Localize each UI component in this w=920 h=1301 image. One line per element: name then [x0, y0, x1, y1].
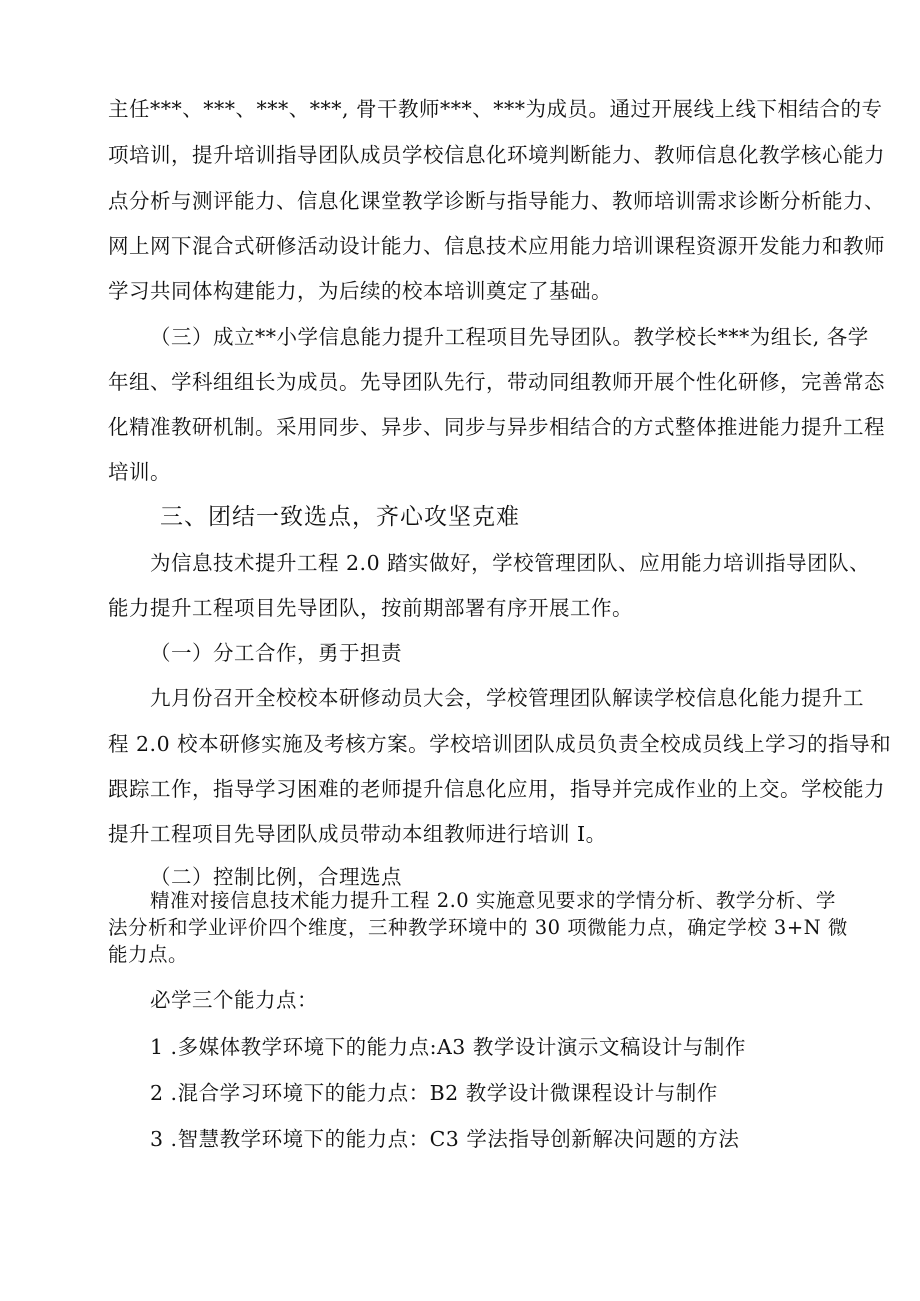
para5-line-1: 精准对接信息技术能力提升工程 2.0 实施意见要求的学情分析、教学分析、学 [150, 889, 836, 912]
para3-line-2: 能力提升工程项目先导团队，按前期部署有序开展工作。 [108, 596, 633, 620]
para1-line-1: 主任***、***、***、***, 骨干教师***、***为成员。通过开展线上线下相结合的专 [108, 97, 883, 121]
para5-line-3: 能力点。 [108, 943, 189, 966]
sub-heading-1: （一）分工合作，勇于担责 [150, 641, 402, 665]
list-item-2: 2 .混合学习环境下的能力点：B2 教学设计微课程设计与制作 [150, 1081, 718, 1105]
list-item-1: 1 .多媒体教学环境下的能力点:A3 教学设计演示文稿设计与制作 [150, 1035, 746, 1059]
para1-line-2: 项培训，提升培训指导团队成员学校信息化环境判断能力、教师信息化教学核心能力 [108, 143, 885, 167]
para4-line-2: 程 2.0 校本研修实施及考核方案。学校培训团队成员负责全校成员线上学习的指导和 [108, 732, 892, 756]
section-3-heading: 三、团结一致选点，齐心攻坚克难 [160, 504, 520, 530]
list-item-3: 3 .智慧教学环境下的能力点：C3 学法指导创新解决问题的方法 [150, 1127, 740, 1151]
required-title: 必学三个能力点： [150, 988, 318, 1012]
para1-line-3: 点分析与测评能力、信息化课堂教学诊断与指导能力、教师培训需求诊断分析能力、 [108, 189, 885, 213]
para4-line-4: 提升工程项目先导团队成员带动本组教师进行培训 I。 [108, 822, 607, 846]
sub-heading-2: （二）控制比例，合理选点 [150, 865, 402, 889]
para2-line-1: （三）成立**小学信息能力提升工程项目先导团队。教学校长***为组长, 各学 [150, 325, 869, 349]
para2-line-4: 培训。 [108, 460, 171, 484]
para1-line-5: 学习共同体构建能力，为后续的校本培训奠定了基础。 [108, 279, 612, 303]
para2-line-3: 化精准教研机制。采用同步、异步、同步与异步相结合的方式整体推进能力提升工程 [108, 415, 885, 439]
para5-line-2: 法分析和学业评价四个维度，三种教学环境中的 30 项微能力点，确定学校 3+N 微 [108, 916, 848, 939]
para3-line-1: 为信息技术提升工程 2.0 踏实做好，学校管理团队、应用能力培训指导团队、 [150, 551, 871, 575]
para4-line-3: 跟踪工作，指导学习困难的老师提升信息化应用，指导并完成作业的上交。学校能力 [108, 777, 885, 801]
para1-line-4: 网上网下混合式研修活动设计能力、信息技术应用能力培训课程资源开发能力和教师 [108, 234, 885, 258]
para4-line-1: 九月份召开全校校本研修动员大会，学校管理团队解读学校信息化能力提升工 [150, 686, 864, 710]
para2-line-2: 年组、学科组组长为成员。先导团队先行，带动同组教师开展个性化研修，完善常态 [108, 370, 885, 394]
